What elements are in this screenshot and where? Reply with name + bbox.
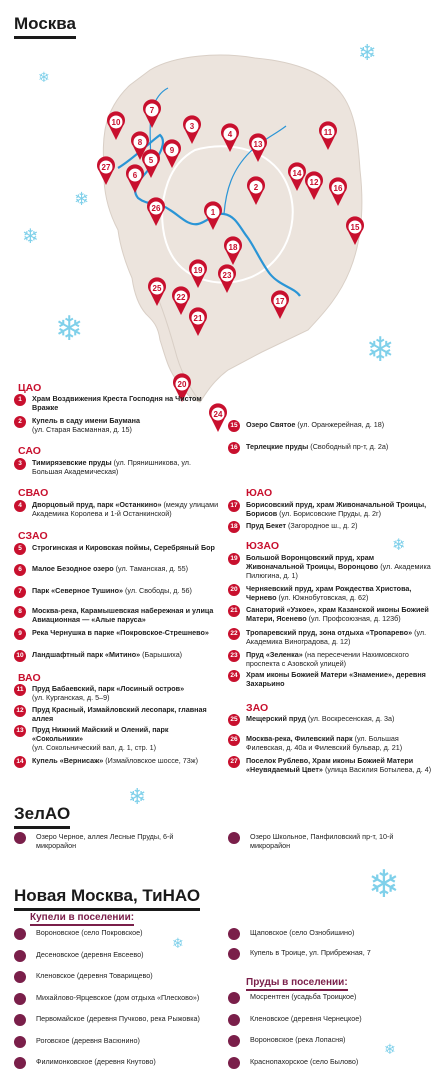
prudy-subtitle: Пруды в поселении: bbox=[246, 977, 348, 991]
snowflake-icon: ❄ bbox=[38, 69, 50, 85]
list-item-16: 16 Терлецкие пруды (Свободный пр-т, д. 2а) bbox=[228, 442, 433, 451]
district-szao: СЗАО bbox=[18, 530, 48, 542]
kupeli-subtitle: Купели в поселении: bbox=[30, 912, 134, 926]
page-title-text: Москва bbox=[14, 14, 76, 33]
snowflake-icon: ❄ bbox=[366, 331, 395, 369]
kupel-item: Кленовское (деревня Товарищево) bbox=[14, 971, 224, 980]
snowflake-icon: ❄ bbox=[22, 226, 39, 248]
bullet-dot bbox=[228, 1057, 240, 1069]
bullet-dot bbox=[14, 971, 26, 983]
marker-label: 19 bbox=[193, 266, 203, 275]
snowflake-icon: ❄ bbox=[55, 310, 84, 348]
snowflake-icon: ❄ bbox=[74, 189, 90, 209]
bullet-dot bbox=[14, 1057, 26, 1069]
list-item-7: 7 Парк «Северное Тушино» (ул. Свободы, д. 56) bbox=[14, 586, 229, 595]
list-item-5: 5 Строгинская и Кировская поймы, Серебряный Бор bbox=[14, 543, 229, 552]
list-item-3: 3 Тимирязевские пруды (ул. Прянишникова, ул. Большая Академическая) bbox=[14, 458, 214, 476]
kupel-item: Филимонковское (деревня Кнутово) bbox=[14, 1057, 224, 1066]
list-item-13: 13 Пруд Нижний Майский и Олений, парк «Сокольники» (ул. Сокольнический вал, д. 1, стр. 1) bbox=[14, 725, 214, 752]
marker-label: 6 bbox=[132, 171, 138, 180]
district-vao: ВАО bbox=[18, 672, 41, 684]
marker-label: 11 bbox=[323, 128, 333, 137]
list-item-27: 27 Поселок Рублево, Храм иконы Божией Матери «Неувядаемый Цвет» (улица Василия Ботылева, д. 4) bbox=[228, 756, 438, 774]
marker-label: 9 bbox=[169, 146, 175, 155]
marker-label: 24 bbox=[213, 410, 223, 419]
marker-label: 4 bbox=[227, 130, 233, 139]
marker-label: 5 bbox=[148, 156, 154, 165]
marker-label: 22 bbox=[176, 293, 186, 302]
district-svao: СВАО bbox=[18, 487, 49, 499]
list-item-6: 6 Малое Безодное озеро (ул. Таманская, д. 55) bbox=[14, 564, 229, 573]
marker-label: 25 bbox=[152, 284, 162, 293]
list-item-11: 11 Пруд Бабаевский, парк «Лосиный остров» (ул. Курганская, д. 5–9) bbox=[14, 684, 224, 702]
list-item-22: 22 Тропаревский пруд, зона отдыха «Тропарево» (ул. Академика Виноградова, д. 12) bbox=[228, 628, 433, 646]
list-item-24: 24 Храм иконы Божией Матери «Знамение», деревня Захарьино bbox=[228, 670, 433, 688]
bullet-dot bbox=[228, 948, 240, 960]
prud-item: Вороновское (река Лопасня) bbox=[228, 1035, 428, 1044]
list-item-12: 12 Пруд Красный, Измайловский лесопарк, главная аллея bbox=[14, 705, 214, 723]
zelao-item: Озеро Школьное, Панфиловский пр-т, 10-й микрорайон bbox=[228, 832, 418, 850]
zelao-item: Озеро Черное, аллея Лесные Пруды, 6-й микрорайон bbox=[14, 832, 184, 850]
kupel-item: Щаповское (село Ознобишино) bbox=[228, 928, 428, 937]
marker-label: 10 bbox=[111, 118, 121, 127]
snowflake-icon: ❄ bbox=[128, 784, 147, 809]
snowflake-icon: ❄ bbox=[392, 537, 406, 554]
district-sao: САО bbox=[18, 445, 41, 457]
marker-label: 27 bbox=[101, 163, 111, 172]
list-item-20: 20 Черняевский пруд, храм Рождества Христова, Чернево (ул. Южнобутовская, д. 62) bbox=[228, 584, 433, 602]
list-item-25: 25 Мещерский пруд (ул. Воскресенская, д. 3а) bbox=[228, 714, 433, 723]
list-item-14: 14 Купель «Вернисаж» (Измайловское шоссе, 73ж) bbox=[14, 756, 229, 765]
bullet-dot bbox=[14, 1014, 26, 1026]
zelao-title: ЗелАО bbox=[14, 804, 70, 829]
list-item-1: 1 Храм Воздвижения Креста Господня на Чистом Вражке bbox=[14, 394, 214, 412]
bullet-dot bbox=[228, 928, 240, 940]
bullet-dot bbox=[228, 1014, 240, 1026]
list-item-23: 23 Пруд «Зеленка» (на пересечении Нахимовского проспекта с Азовской улицей) bbox=[228, 650, 433, 668]
bullet-dot bbox=[14, 993, 26, 1005]
new-moscow-title: Новая Москва, ТиНАО bbox=[14, 886, 200, 911]
kupel-item: Роговское (деревня Васюнино) bbox=[14, 1036, 224, 1045]
list-item-19: 19 Большой Воронцовский пруд, храм Живоначальной Троицы, Воронцово (ул. Академика Пилюгина, д. 1) bbox=[228, 553, 433, 580]
list-item-2: 2 Купель в саду имени Баумана (ул. Старая Басманная, д. 15) bbox=[14, 416, 214, 434]
marker-label: 3 bbox=[189, 122, 195, 131]
district-yuao: ЮАО bbox=[246, 487, 273, 499]
snowflake-icon: ❄ bbox=[384, 1041, 396, 1057]
list-item-9: 9 Река Чернушка в парке «Покровское-Стрешнево» bbox=[14, 628, 229, 637]
bullet-dot bbox=[228, 992, 240, 1004]
marker-label: 18 bbox=[228, 243, 238, 252]
marker-label: 15 bbox=[350, 223, 360, 232]
marker-label: 2 bbox=[253, 183, 259, 192]
kupel-item: Десеновское (деревня Евсеево) bbox=[14, 950, 224, 959]
marker-label: 17 bbox=[275, 297, 285, 306]
marker-label: 16 bbox=[333, 184, 343, 193]
list-item-10: 10 Ландшафтный парк «Митино» (Барышиха) bbox=[14, 650, 229, 659]
marker-label: 21 bbox=[193, 314, 203, 323]
prud-item: Кленовское (деревня Чернецкое) bbox=[228, 1014, 428, 1023]
kupel-item: Первомайское (деревня Пучково, река Рыжовка) bbox=[14, 1014, 224, 1023]
marker-label: 14 bbox=[292, 169, 302, 178]
district-zao: ЗАО bbox=[246, 702, 269, 714]
moscow-territory bbox=[103, 55, 362, 402]
bullet-dot bbox=[228, 1035, 240, 1047]
marker-label: 23 bbox=[222, 271, 232, 280]
list-item-26: 26 Москва-река, Филевский парк (ул. Большая Филевская, д. 40а и Филевский бульвар, д. 21) bbox=[228, 734, 433, 752]
marker-label: 20 bbox=[177, 380, 187, 389]
list-item-4: 4 Дворцовый пруд, парк «Останкино» (между улицами Академика Королева и 1-й Останкинской) bbox=[14, 500, 224, 518]
marker-label: 1 bbox=[210, 208, 216, 217]
prud-item: Краснопахорское (село Былово) bbox=[228, 1057, 428, 1066]
snowflake-icon: ❄ bbox=[172, 935, 184, 951]
snowflake-icon: ❄ bbox=[358, 40, 377, 65]
snowflake-icon: ❄ bbox=[368, 864, 400, 906]
marker-label: 8 bbox=[137, 138, 143, 147]
marker-label: 13 bbox=[253, 140, 263, 149]
bullet-dot bbox=[14, 928, 26, 940]
bullet-dot bbox=[228, 832, 240, 844]
district-yuzao: ЮЗАО bbox=[246, 540, 280, 552]
bullet-dot bbox=[14, 1036, 26, 1048]
list-item-21: 21 Санаторий «Узкое», храм Казанской иконы Божией Матери, Ясенево (ул. Профсоюзная, д. 123б) bbox=[228, 605, 438, 623]
prud-item: Мосрентген (усадьба Троицкое) bbox=[228, 992, 428, 1001]
bullet-dot bbox=[14, 950, 26, 962]
list-item-17: 17 Борисовский пруд, храм Живоначальной Троицы, Борисов (ул. Борисовские Пруды, д. 2г) bbox=[228, 500, 433, 518]
kupel-item: Вороновское (село Покровское) bbox=[14, 928, 224, 937]
marker-label: 7 bbox=[149, 106, 155, 115]
marker-label: 26 bbox=[151, 204, 161, 213]
marker-label: 12 bbox=[309, 178, 319, 187]
list-item-18: 18 Пруд Бекет (Загородное ш., д. 2) bbox=[228, 521, 433, 530]
kupel-item: Купель в Троице, ул. Прибрежная, 7 bbox=[228, 948, 428, 957]
list-item-8: 8 Москва-река, Карамышевская набережная и улица Авиационная — «Алые паруса» bbox=[14, 606, 219, 624]
district-cao: ЦАО bbox=[18, 382, 42, 394]
kupel-item: Михайлово-Ярцевское (дом отдыха «Плесково») bbox=[14, 993, 224, 1002]
list-item-15: 15 Озеро Святое (ул. Оранжерейная, д. 18) bbox=[228, 420, 433, 429]
bullet-dot bbox=[14, 832, 26, 844]
